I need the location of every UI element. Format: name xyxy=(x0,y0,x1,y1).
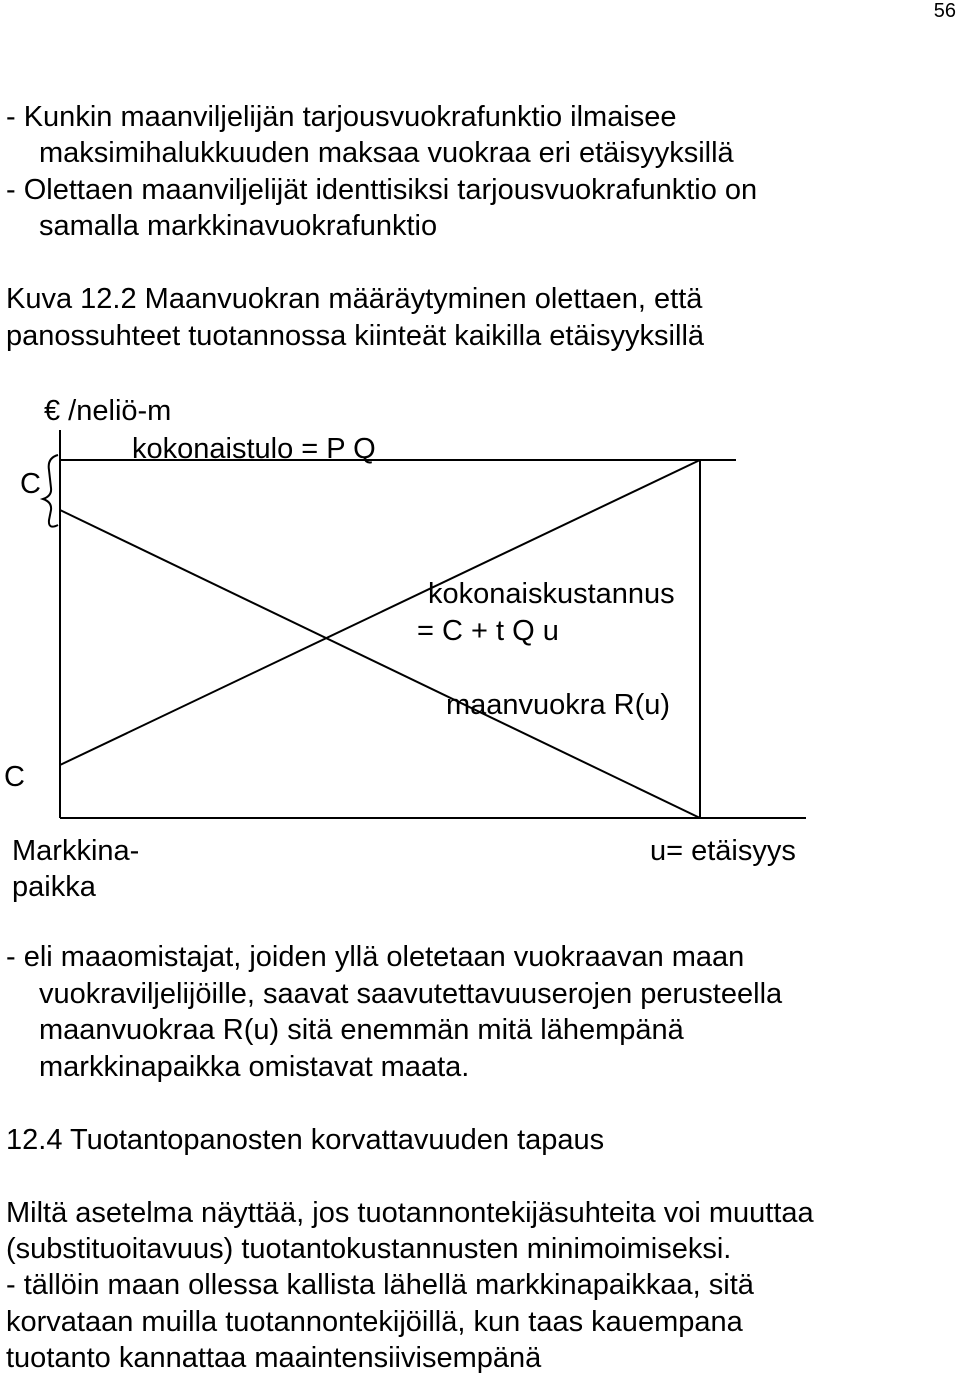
para-2-line-1: Miltä asetelma näyttää, jos tuotannontekijäsuhteita voi muuttaa xyxy=(6,1197,814,1229)
intro-bullet-2-line-2: samalla markkinavuokrafunktio xyxy=(39,210,438,242)
intro-bullet-1-line-1: - Kunkin maanviljelijän tarjousvuokrafunktio ilmaisee xyxy=(6,101,677,133)
para-1-line-1: - eli maaomistajat, joiden yllä oletetaan vuokraavan maan xyxy=(6,941,745,973)
para-3-line-1: - tällöin maan ollessa kallista lähellä markkinapaikkaa, sitä xyxy=(6,1269,754,1301)
market-label-line-2: paikka xyxy=(12,871,96,903)
cost-label-line-2: = C + t Q u xyxy=(417,615,559,647)
y-axis-unit: € /neliö-m xyxy=(44,395,172,427)
para-1-line-2: vuokraviljelijöille, saavat saavutettavuuserojen perusteella xyxy=(39,978,783,1010)
para-1-line-4: markkinapaikka omistavat maata. xyxy=(39,1051,470,1083)
rent-label: maanvuokra R(u) xyxy=(446,689,671,721)
para-3-line-2: korvataan muilla tuotannontekijöillä, kun taas kauempana xyxy=(6,1306,743,1338)
figure-caption-line-2: panossuhteet tuotannossa kiinteät kaikilla etäisyyksillä xyxy=(6,320,705,352)
page-number: 56 xyxy=(933,0,956,22)
section-heading: 12.4 Tuotantopanosten korvattavuuden tapaus xyxy=(6,1124,605,1156)
figure-caption-line-1: Kuva 12.2 Maanvuokran määräytyminen olettaen, että xyxy=(6,283,703,315)
rent-line xyxy=(60,510,700,818)
x-axis-label: u= etäisyys xyxy=(650,835,796,867)
market-label-line-1: Markkina- xyxy=(12,835,140,867)
intro-bullet-1-line-2: maksimihalukkuuden maksaa vuokraa eri etäisyyksillä xyxy=(39,137,734,169)
cost-label-line-1: kokonaiskustannus xyxy=(428,578,675,610)
para-3-line-3: tuotanto kannattaa maaintensiivisempänä xyxy=(6,1342,542,1374)
c-brace-icon xyxy=(43,455,58,527)
para-2-line-2: (substituoitavuus) tuotantokustannusten minimoimiseksi. xyxy=(6,1233,732,1265)
intro-bullet-2-line-1: - Olettaen maanviljelijät identtisiksi tarjousvuokrafunktio on xyxy=(6,174,758,206)
para-1-line-3: maanvuokraa R(u) sitä enemmän mitä lähempänä xyxy=(39,1014,684,1046)
c-brace-label: C xyxy=(20,468,41,500)
c-axis-label: C xyxy=(4,761,25,793)
revenue-label: kokonaistulo = P Q xyxy=(132,433,376,465)
